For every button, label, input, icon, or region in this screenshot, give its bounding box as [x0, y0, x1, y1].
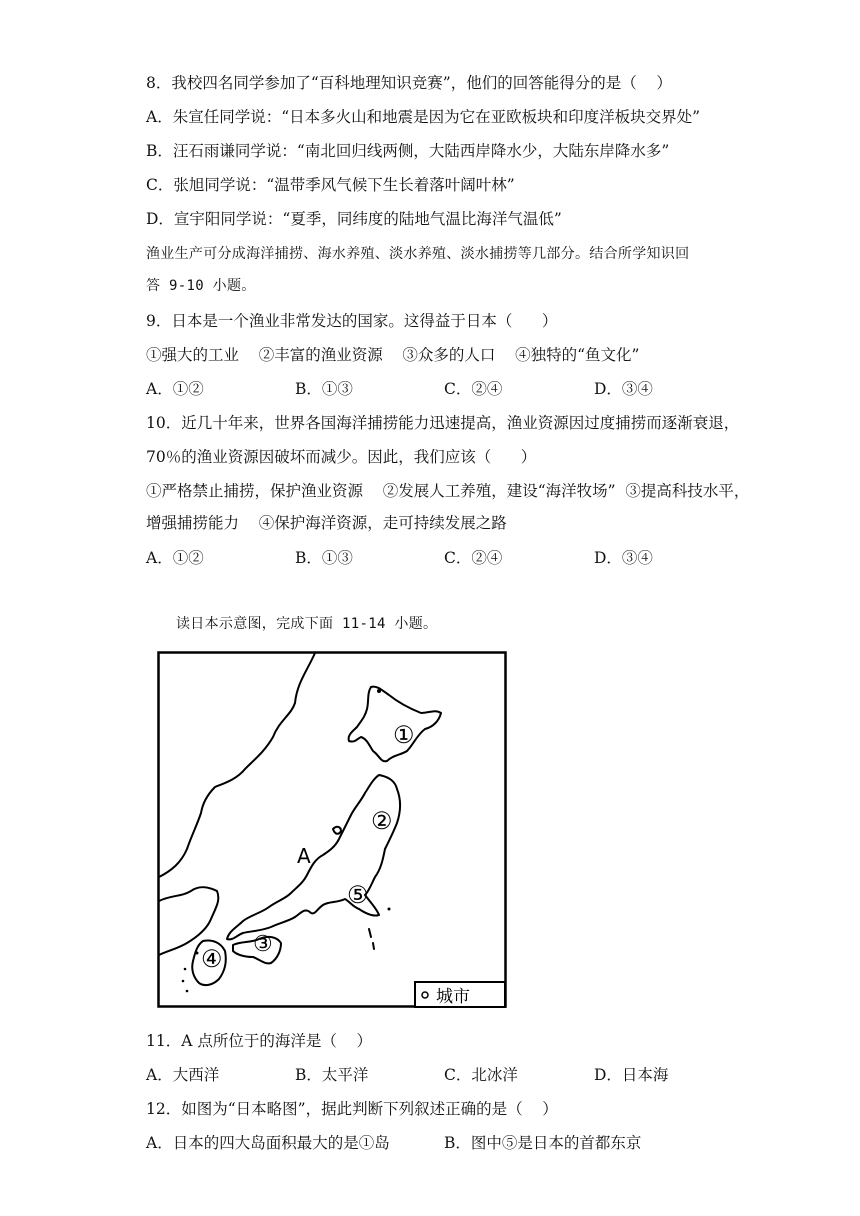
map-label-4: ④: [201, 945, 223, 973]
q12-option-a: A．日本的四大岛面积最大的是①岛: [146, 1134, 390, 1152]
q10-items-line1: ①严格禁止捕捞，保护渔业资源 ②发展人工养殖，建设“海洋牧场” ③提高科技水平，: [146, 482, 750, 500]
q11-option-a: A．大西洋: [146, 1066, 220, 1084]
map-label-1: ①: [393, 721, 415, 749]
q9-stem: 9．日本是一个渔业非常发达的国家。这得益于日本（ ）: [146, 312, 558, 330]
q9-option-b: B．①③: [295, 380, 353, 398]
q10-option-c: C．②④: [444, 549, 503, 567]
map-label-a: A: [297, 844, 311, 868]
map-label-3: ③: [253, 932, 273, 957]
q9-option-d: D．③④: [594, 380, 653, 398]
map-label-5: ⑤: [347, 881, 369, 909]
q10-option-b: B．①③: [295, 549, 353, 567]
q10-option-d: D．③④: [594, 549, 653, 567]
q11-option-d: D．日本海: [594, 1066, 669, 1084]
q8-option-c: C．张旭同学说：“温带季风气候下生长着落叶阔叶林”: [146, 176, 515, 194]
q9-option-c: C．②④: [444, 380, 503, 398]
q9-option-a: A．①②: [146, 380, 204, 398]
legend-label: 城市: [436, 987, 470, 1007]
fishery-intro-line1: 渔业生产可分成海洋捕捞、海水养殖、淡水养殖、淡水捕捞等几部分。结合所学知识回: [146, 246, 690, 262]
q9-items: ①强大的工业 ②丰富的渔业资源 ③众多的人口 ④独特的“鱼文化”: [146, 346, 640, 364]
q11-option-c: C．北冰洋: [444, 1066, 518, 1084]
q12-option-b: B．图中⑤是日本的首都东京: [444, 1134, 642, 1152]
q8-option-a: A．朱宣任同学说：“日本多火山和地震是因为它在亚欧板块和印度洋板块交界处”: [146, 108, 701, 126]
q10-option-a: A．①②: [146, 549, 204, 567]
map-label-2: ②: [371, 807, 393, 835]
q10-items-line2: 增强捕捞能力 ④保护海洋资源，走可持续发展之路: [146, 514, 507, 532]
q10-stem-line2: 70％的渔业资源因破坏而减少。因此，我们应该（ ）: [146, 448, 537, 466]
fishery-intro-line2: 答 9-10 小题。: [146, 278, 256, 294]
q8-stem: 8．我校四名同学参加了“百科地理知识竞赛”，他们的回答能得分的是（ ）: [146, 74, 672, 92]
japan-map: [157, 651, 507, 1008]
q10-stem-line1: 10．近几十年来，世界各国海洋捕捞能力迅速提高，渔业资源因过度捕捞而逐渐衰退，: [146, 414, 740, 432]
q11-option-b: B．太平洋: [295, 1066, 369, 1084]
map-intro: 读日本示意图，完成下面 11-14 小题。: [176, 616, 438, 632]
q11-stem: 11．A 点所位于的海洋是（ ）: [146, 1032, 373, 1050]
q8-option-b: B．汪石雨谦同学说：“南北回归线两侧，大陆西岸降水少，大陆东岸降水多”: [146, 142, 670, 160]
q8-option-d: D．宣宇阳同学说：“夏季，同纬度的陆地气温比海洋气温低”: [146, 210, 562, 228]
q12-stem: 12．如图为“日本略图”，据此判断下列叙述正确的是（ ）: [146, 1100, 558, 1118]
